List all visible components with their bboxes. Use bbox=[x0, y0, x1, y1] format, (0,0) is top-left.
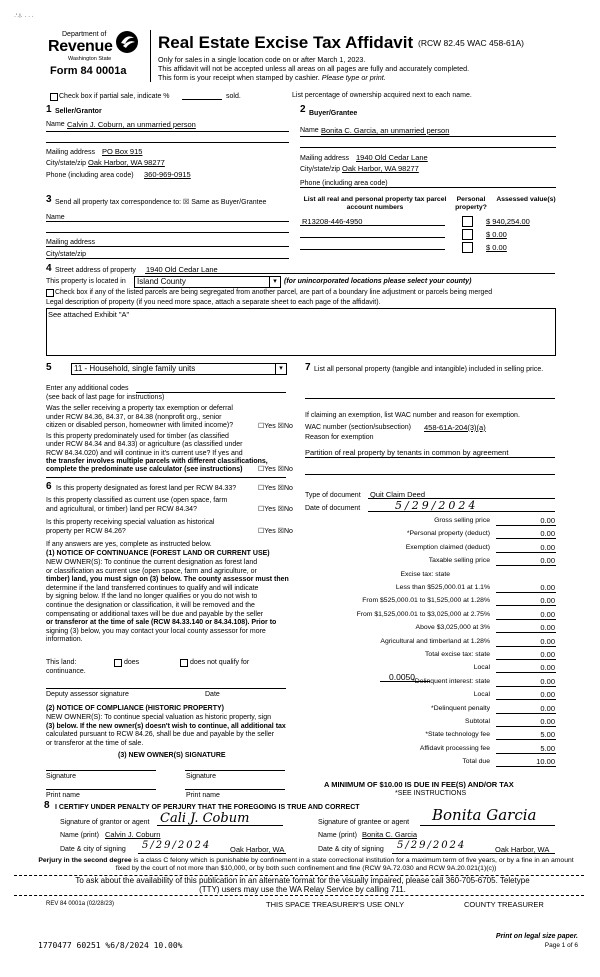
land-use-select[interactable] bbox=[71, 363, 287, 375]
tax-row-value[interactable]: 0.00 bbox=[540, 717, 555, 726]
same-as-buyer-checkbox[interactable]: ☒ bbox=[183, 199, 190, 206]
tax-row-label: *Personal property (deduct) bbox=[406, 530, 490, 538]
tax-row-value[interactable]: 0.00 bbox=[540, 663, 555, 673]
section-6-number: 6 bbox=[46, 481, 52, 492]
section-5-number: 5 bbox=[46, 362, 52, 373]
owner-sig-label-1: Signature bbox=[46, 773, 76, 780]
minimum-fee-note: A MINIMUM OF $10.00 IS DUE IN FEE(S) AND/OR TAX bbox=[324, 780, 514, 789]
grantee-signature[interactable]: Bonita Garcia bbox=[432, 806, 537, 824]
unincorporated-note: (for unincorporated locations please select your county) bbox=[284, 278, 472, 285]
tax-row-value[interactable]: 0.00 bbox=[540, 556, 555, 566]
buyer-city-field[interactable]: Oak Harbor, WA 98277 bbox=[342, 164, 419, 173]
personal-property-checkbox-1[interactable] bbox=[462, 216, 473, 227]
corr-name-label: Name bbox=[46, 214, 65, 221]
section-2-number: 2 bbox=[300, 104, 306, 115]
located-in-label: This property is located in bbox=[46, 278, 126, 285]
personal-property-checkbox-2[interactable] bbox=[462, 229, 473, 240]
buyer-city-label: City/state/zip bbox=[300, 166, 341, 173]
tax-row-label: From $525,000.01 to $1,525,000 at 1.28% bbox=[362, 597, 490, 605]
tax-row-label: Above $3,025,000 at 3% bbox=[415, 624, 490, 632]
tax-row-label: Gross selling price bbox=[434, 517, 490, 524]
legal-description-text: See attached Exhibit "A" bbox=[48, 310, 130, 319]
tax-row-label: Agricultural and timberland at 1.28% bbox=[380, 637, 490, 645]
buyer-mailing-field[interactable]: 1940 Old Cedar Lane bbox=[356, 153, 428, 162]
wac-label: WAC number (section/subsection) bbox=[305, 424, 411, 431]
reason-label: Reason for exemption bbox=[305, 434, 374, 441]
dept-label: Department of bbox=[62, 31, 107, 38]
grantee-name-field[interactable]: Bonita C. Garcia bbox=[362, 830, 418, 839]
tax-row-value[interactable]: 0.00 bbox=[540, 650, 555, 659]
grantor-date-label: Date & city of signing bbox=[60, 846, 126, 853]
grantee-city-field[interactable]: Oak Harbor, WA bbox=[495, 845, 550, 854]
seller-city-field[interactable]: Oak Harbor, WA 98277 bbox=[88, 158, 165, 167]
tax-row-label: Local bbox=[473, 664, 490, 672]
personal-property-header: Personal property? bbox=[455, 196, 487, 211]
personal-property-checkbox-3[interactable] bbox=[462, 242, 473, 253]
treasurer-use-label: THIS SPACE TREASURER'S USE ONLY bbox=[266, 900, 405, 909]
tax-row-label: Total excise tax: state bbox=[425, 651, 490, 658]
grantor-date-field[interactable]: 5/29/2024 bbox=[142, 840, 212, 851]
corr-city-label: City/state/zip bbox=[46, 251, 87, 258]
header-line-2: This affidavit will not be accepted unless all areas on all pages are fully and accurately completed. bbox=[158, 64, 470, 73]
grantor-city-field[interactable]: Oak Harbor, WA bbox=[230, 845, 285, 854]
new-owner-signature-heading: (3) NEW OWNER(S) SIGNATURE bbox=[118, 752, 226, 759]
grantor-name-field[interactable]: Calvin J. Coburn bbox=[105, 830, 161, 839]
current-use-question: Is this property classified as current use (open space, farm and agricultural, or timber) land per RCW 84.34? bbox=[46, 497, 228, 513]
current-use-yes-no[interactable]: ☐Yes ☒No bbox=[258, 506, 293, 513]
ownership-pct-note: List percentage of ownership acquired next to each name. bbox=[292, 92, 472, 99]
seller-heading: Seller/Grantor bbox=[55, 108, 102, 115]
tax-row-value[interactable]: 0.00 bbox=[540, 609, 555, 619]
grantor-name-label: Name (print) bbox=[60, 832, 99, 839]
tax-row-value[interactable]: 0.00 bbox=[540, 529, 555, 539]
tax-row-value[interactable]: 0.00 bbox=[540, 690, 555, 700]
tax-row-label: Less than $525,000.01 at 1.1% bbox=[395, 584, 490, 591]
seller-name-label: Name bbox=[46, 121, 65, 128]
legal-desc-label: Legal description of property (if you need more space, attach a separate sheet to each page of the affidavit). bbox=[46, 299, 381, 306]
additional-codes-label: Enter any additional codes bbox=[46, 385, 129, 392]
does-not-qualify-label: does not qualify for bbox=[190, 659, 250, 666]
section-3-number: 3 bbox=[46, 194, 52, 205]
revision-label: REV 84 0001a (02/28/23) bbox=[46, 901, 115, 907]
seller-mailing-label: Mailing address bbox=[46, 149, 96, 156]
if-any-note: If any answers are yes, complete as instructed below. bbox=[46, 541, 212, 548]
parcel-number-1[interactable]: R13208-446-4950 bbox=[302, 217, 363, 226]
deputy-signature-label: Deputy assessor signature bbox=[46, 691, 129, 698]
assessed-value-header: Assessed value(s) bbox=[496, 196, 556, 203]
form-title: Real Estate Excise Tax Affidavit bbox=[158, 33, 414, 52]
owner-print-label-2: Print name bbox=[186, 792, 220, 799]
tax-row-label: Exemption claimed (deduct) bbox=[405, 543, 490, 551]
revenue-logo-text: Revenue bbox=[48, 38, 113, 55]
grantee-signature-label: Signature of grantee or agent bbox=[318, 819, 410, 826]
recording-stamp: 1770477 60251 %6/8/2024 10.00% bbox=[38, 941, 183, 950]
revenue-logo-icon bbox=[114, 29, 140, 55]
buyer-mailing-label: Mailing address bbox=[300, 155, 350, 162]
does-label: does bbox=[124, 659, 140, 666]
land-use-value: 11 - Household, single family units bbox=[74, 364, 196, 373]
seller-phone-label: Phone (including area code) bbox=[46, 172, 134, 179]
owner-print-label-1: Print name bbox=[46, 792, 80, 799]
tax-row-value[interactable]: 0.00 bbox=[540, 636, 555, 646]
chevron-down-icon: ▾ bbox=[275, 364, 286, 374]
header-line-3: This form is your receipt when stamped by cashier. Please type or print. bbox=[158, 73, 386, 82]
deputy-date-label: Date bbox=[205, 691, 220, 698]
owner-sig-label-2: Signature bbox=[186, 773, 216, 780]
parcel-header: List all real and personal property tax parcel account numbers bbox=[303, 196, 447, 211]
corr-mailing-label: Mailing address bbox=[46, 239, 96, 246]
grantee-date-label: Date & city of signing bbox=[318, 846, 384, 853]
chevron-down-icon: ▾ bbox=[269, 277, 280, 287]
this-land-label: This land: bbox=[46, 659, 77, 666]
tax-row-value[interactable]: 0.00 bbox=[540, 583, 555, 592]
buyer-phone-label: Phone (including area code) bbox=[300, 180, 388, 187]
forest-land-question: Is this property designated as forest land per RCW 84.33? bbox=[56, 485, 237, 492]
tax-row-value[interactable]: 10.00 bbox=[536, 757, 555, 767]
tax-row-label: *Delinquent interest: state bbox=[412, 677, 490, 685]
tax-row-value[interactable]: 5.00 bbox=[540, 730, 555, 740]
grantee-date-field[interactable]: 5/29/2024 bbox=[397, 840, 467, 851]
notice-continuance-text: NEW OWNER(S): To continue the current designation as forest land or classification as current use (open space, farm and agriculture, or timber) land, you must sign on (3) below. The county assessor must then determine if the land transferred continues to qualify and will indicate by signing below. If the land no longer qualifies or you do not wish to continue the designation or classification, it will be removed and the compensating or additional taxes will be due and payable by the seller or transferor at the time of sale (RCW 84.33.140 or 84.34.108). Prior to signing (3) below, you may contact your local county assessor for more information. bbox=[46, 559, 289, 644]
timber-yes-no[interactable]: ☐Yes ☒No bbox=[258, 466, 293, 473]
seller-mailing-field[interactable]: PO Box 915 bbox=[102, 147, 143, 156]
form-rcw: (RCW 82.45 WAC 458-61A) bbox=[418, 38, 524, 48]
exemption-claim-label: If claiming an exemption, list WAC number and reason for exemption. bbox=[305, 412, 520, 419]
see-instructions-note: *SEE INSTRUCTIONS bbox=[395, 790, 467, 797]
alt-format-notice: To ask about the availability of this publication in an alternate format for the visually impaired, please call 360-705-6705. Teletype (TTY) users may use the WA Relay Service by calling 711. bbox=[75, 876, 530, 894]
tax-row-value[interactable]: 0.00 bbox=[540, 703, 555, 713]
tax-row-value[interactable]: 0.00 bbox=[540, 623, 555, 633]
tax-row-label: Affidavit processing fee bbox=[419, 744, 490, 752]
tax-row-label: Subtotal bbox=[465, 718, 490, 725]
assessed-value-1[interactable]: $ 940,254.00 bbox=[486, 217, 530, 226]
page-number: Page 1 of 6 bbox=[544, 942, 578, 949]
county-treasurer-label: COUNTY TREASURER bbox=[464, 900, 544, 909]
historic-question: Is this property receiving special valuation as historical property per RCW 84.26? bbox=[46, 519, 215, 535]
county-select[interactable] bbox=[134, 276, 281, 288]
seller-phone-field[interactable]: 360-969-0915 bbox=[144, 170, 191, 179]
tax-row-label: *Delinquent penalty bbox=[431, 704, 490, 712]
continuance-label: continuance. bbox=[46, 668, 86, 675]
grantee-name-label: Name (print) bbox=[318, 832, 357, 839]
segregation-label: Check box if any of the listed parcels are being segregated from another parcel, are part of a boundary line adjustment or parcels being merged bbox=[55, 289, 493, 296]
does-not-qualify-checkbox[interactable] bbox=[180, 659, 188, 667]
certification-statement: I CERTIFY UNDER PENALTY OF PERJURY THAT THE FOREGOING IS TRUE AND CORRECT bbox=[55, 804, 360, 811]
notice-continuance-heading: (1) NOTICE OF CONTINUANCE (FOREST LAND OR CURRENT USE) bbox=[46, 550, 270, 557]
scan-specks: ·'·!· · · · bbox=[14, 14, 34, 20]
street-address-label: Street address of property bbox=[55, 267, 136, 274]
seller-name-field[interactable]: Calvin J. Coburn, an unmarried person bbox=[67, 120, 196, 129]
buyer-heading: Buyer/Grantee bbox=[309, 110, 358, 117]
wac-field[interactable]: 458-61A-204(3)(a) bbox=[424, 423, 486, 432]
segregation-checkbox[interactable] bbox=[46, 289, 54, 297]
tax-row-value[interactable]: 0.00 bbox=[540, 676, 555, 686]
perjury-notice: Perjury in the second degree is a class C felony which is punishable by confinement in a state correctional institution for a maximum term of five years, or by a fine in an amount fixed by the court of not more than $10,000, or by both such confinement and fine (RCW 9A.72.030 and RCW 9A.20.021(1)(c)) bbox=[38, 857, 574, 872]
personal-property-list-label: List all personal property (tangible and intangible) included in selling price. bbox=[314, 366, 544, 373]
exemption-question: Was the seller receiving a property tax exemption or deferral under RCW 84.36, 84.37, or 84.38 (nonprofit org., senior citizen or disabled person, homeowner with limited income)? bbox=[46, 405, 234, 429]
reason-field[interactable]: Partition of real property by tenants in common by agreement bbox=[305, 448, 509, 457]
partial-sale-label: Check box if partial sale, indicate % bbox=[59, 93, 170, 100]
tax-row-label: Total due bbox=[462, 758, 490, 766]
section-7-number: 7 bbox=[305, 362, 311, 373]
tax-row-value[interactable]: 0.00 bbox=[540, 516, 555, 525]
legal-paper-note: Print on legal size paper. bbox=[495, 933, 578, 940]
header-line-1: Only for sales in a single location code on or after March 1, 2023. bbox=[158, 55, 366, 64]
historic-yes-no[interactable]: ☐Yes ☒No bbox=[258, 528, 293, 535]
tax-row-label: Taxable selling price bbox=[428, 557, 490, 565]
state-label: Washington State bbox=[68, 56, 112, 62]
document-type-label: Type of document bbox=[305, 492, 361, 499]
form-number: Form 84 0001a bbox=[50, 65, 127, 77]
partial-sold-label: sold. bbox=[226, 93, 241, 100]
tax-row-label: From $1,525,000.01 to $3,025,000 at 2.75% bbox=[356, 610, 490, 618]
document-date-label: Date of document bbox=[305, 505, 361, 512]
does-qualify-checkbox[interactable] bbox=[114, 659, 122, 667]
street-address-field[interactable]: 1940 Old Cedar Lane bbox=[146, 265, 218, 274]
section-8-number: 8 bbox=[44, 800, 50, 811]
buyer-name-field[interactable]: Bonita C. Garcia, an unmarried person bbox=[321, 126, 450, 135]
legal-description-field[interactable] bbox=[46, 308, 556, 356]
tax-row-label: *State technology fee bbox=[425, 731, 490, 739]
county-select-value: Island County bbox=[137, 277, 186, 286]
notice-compliance-heading: (2) NOTICE OF COMPLIANCE (HISTORIC PROPERTY) bbox=[46, 705, 224, 712]
buyer-name-label: Name bbox=[300, 127, 319, 134]
notice-compliance-text: NEW OWNER(S): To continue special valuation as historic property, sign (3) below. If the new owner(s) doesn't wish to continue, all additional tax calculated pursuant to RCW 84.26, shall be due and payable by the seller or transferor at the time of sale. bbox=[46, 714, 286, 747]
grantor-signature[interactable]: Cali J. Cobum bbox=[160, 811, 250, 826]
document-date-field[interactable]: 5/29/2024 bbox=[395, 499, 479, 512]
section-1-number: 1 bbox=[46, 104, 52, 115]
local-rate-field[interactable]: 0.0050 bbox=[389, 672, 415, 682]
timber-question: Is this property predominately used for timber (as classified under RCW 84.34 and 84.33) or agriculture (as classified under RCW 84.34.020) and will continue in it's current use? If yes and the transfer involves multiple parcels with different classifications, complete the predominate use calculator (see instructions) bbox=[46, 433, 268, 474]
partial-sale-checkbox[interactable] bbox=[50, 93, 58, 101]
assessed-value-3[interactable]: $ 0.00 bbox=[486, 243, 507, 252]
correspondence-label: Send all property tax correspondence to: ☒ Same as Buyer/Grantee bbox=[55, 199, 267, 206]
tax-row-value[interactable]: 5.00 bbox=[540, 743, 555, 753]
section-4-number: 4 bbox=[46, 263, 52, 274]
grantor-signature-label: Signature of grantor or agent bbox=[60, 819, 150, 826]
tax-row-value[interactable]: 0.00 bbox=[540, 542, 555, 552]
exemption-yes-no[interactable]: ☐Yes ☒No bbox=[258, 423, 293, 430]
seller-city-label: City/state/zip bbox=[46, 160, 87, 167]
document-type-field[interactable]: Quit Claim Deed bbox=[370, 490, 426, 499]
tax-row-label: Local bbox=[473, 691, 490, 699]
assessed-value-2[interactable]: $ 0.00 bbox=[486, 230, 507, 239]
additional-codes-note: (see back of last page for instructions) bbox=[46, 394, 165, 401]
forest-land-yes-no[interactable]: ☐Yes ☒No bbox=[258, 485, 293, 492]
tax-row-value[interactable]: 0.00 bbox=[540, 596, 555, 606]
tax-row-label: Excise tax: state bbox=[400, 570, 450, 578]
